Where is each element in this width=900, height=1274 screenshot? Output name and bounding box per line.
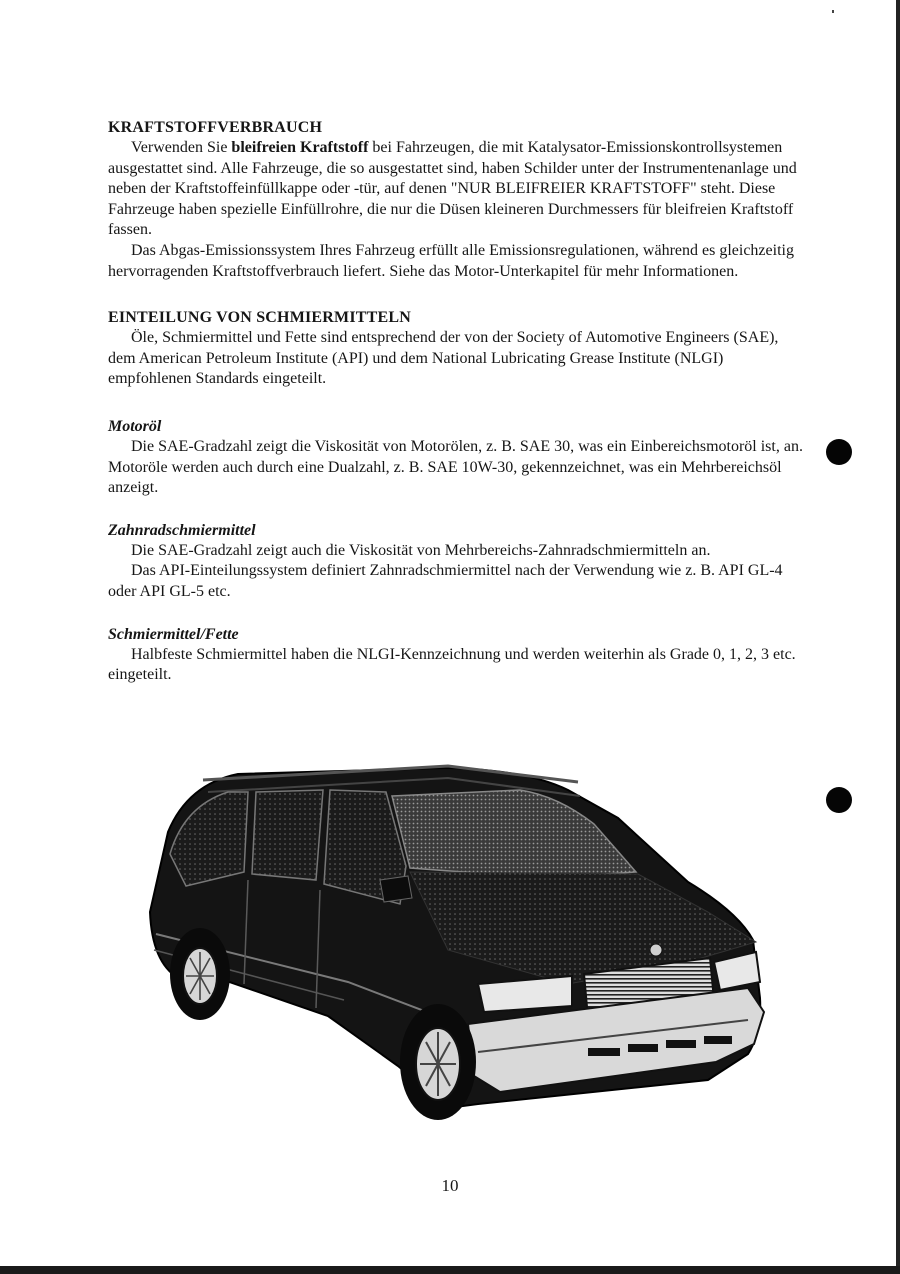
paragraph: Öle, Schmiermittel und Fette sind entsprechend der von der Society of Automotive Engineers (SAE), dem American Petroleum Institute (API) und dem National Lubricating Grease Institute (NLGI) empfohlenen Standards eingeteilt.	[108, 329, 779, 388]
scan-speck	[832, 10, 834, 13]
subsection-heading: Zahnradschmiermittel	[108, 521, 256, 539]
paragraph-text: Verwenden Sie	[131, 139, 232, 156]
scan-edge-right	[896, 0, 900, 1274]
paragraph-emphasis: bleifreien Kraftstoff	[231, 139, 369, 156]
paragraph: Die SAE-Gradzahl zeigt die Viskosität von Motorölen, z. B. SAE 30, was ein Einbereichsmotoröl ist, an. Motoröle werden auch durch eine Dualzahl, z. B. SAE 10W-30, gekennzeichnet, was ein Mehrbereichsöl anzeigt.	[108, 437, 803, 497]
binder-hole-lower	[826, 787, 852, 813]
paragraph: Halbfeste Schmiermittel haben die NLGI-Kennzeichnung und werden weiterhin als Grade 0, 1, 2, 3 etc. eingeteilt.	[108, 645, 796, 684]
minivan-illustration	[148, 762, 778, 1134]
section-greases	[108, 624, 808, 686]
section-heading: KRAFTSTOFFVERBRAUCH	[108, 119, 323, 136]
page-number: 10	[441, 1176, 459, 1195]
section-heading: EINTEILUNG VON SCHMIERMITTELN	[108, 309, 412, 327]
paragraph: Das Abgas-Emissionssystem Ihres Fahrzeug erfüllt alle Emissionsregulationen, während es gleichzeitig hervorragenden Kraftstoffverbrauch liefert. Siehe das Motor-Unterkapitel für mehr Informationen.	[108, 241, 794, 280]
subsection-heading: Schmiermittel/Fette	[108, 625, 239, 643]
minivan-drawing	[148, 762, 778, 1134]
scan-edge-bottom	[0, 1266, 900, 1274]
section-gear-lubricant	[108, 520, 808, 603]
page-content	[108, 117, 808, 686]
paragraph-text: bei Fahrzeugen, die mit Katalysator-Emissionskontrollsystemen ausgestattet sind. Alle Fahrzeuge, die so ausgestattet sind, haben Schilder unter der Instrumentenanlage und neben der Kraftstoffeinfüllkappe oder -tür, auf denen "NUR BLEIFREIER KRAFTSTOFF" steht. Diese Fahrzeuge haben spezielle Einfüllrohre, die nur die Düsen kleineren Durchmessers für bleifreien Kraftstoff fassen.	[108, 139, 797, 239]
subsection-heading: Motoröl	[108, 417, 162, 435]
paragraph	[108, 138, 808, 241]
paragraph: Die SAE-Gradzahl zeigt auch die Viskosität von Mehrbereichs-Zahnradschmiermitteln an.	[131, 541, 711, 559]
section-engine-oil	[108, 416, 808, 499]
paragraph: Das API-Einteilungssystem definiert Zahnradschmiermittel nach der Verwendung wie z. B. API GL-4 oder API GL-5 etc.	[108, 562, 783, 600]
section-lubricant-classification	[108, 307, 808, 390]
section-fuel-consumption	[108, 117, 808, 282]
binder-hole-upper	[826, 439, 852, 465]
